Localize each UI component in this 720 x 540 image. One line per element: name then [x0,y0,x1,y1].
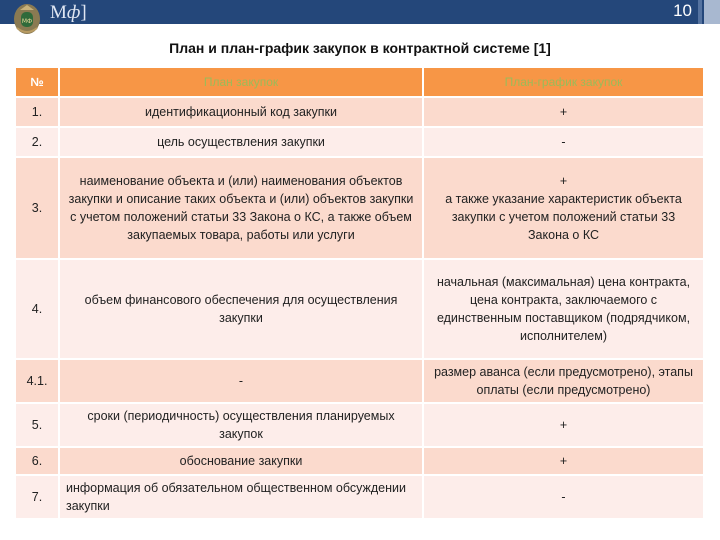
comparison-table [16,68,705,520]
schedule-cell: - [423,127,704,157]
schedule-text: а также указание характеристик объекта закупки с учетом положений статьи 33 Закона о КС [445,192,682,242]
row-number: 4.1. [16,359,59,403]
table-header-row [16,68,704,97]
brand-letter: ф [66,2,81,23]
plan-cell: наименование объекта и (или) наименования объектов закупки и описание таких объекта и (или) объектов закупки с учетом положений статьи 33 Закона о КС, а также объем закупаемых товара, работы или услуги [59,157,423,259]
column-header-schedule: План-график закупок [423,68,704,97]
table-row [16,97,704,127]
plan-cell: объем финансового обеспечения для осуществления закупки [59,259,423,359]
schedule-cell [423,157,704,259]
plan-cell: идентификационный код закупки [59,97,423,127]
plan-cell: информация об обязательном общественном обсуждении закупки [59,475,423,519]
column-header-plan: План закупок [59,68,423,97]
table-row [16,127,704,157]
table-row [16,259,704,359]
schedule-cell: размер аванса (если предусмотрено), этапы оплаты (если предусмотрено) [423,359,704,403]
plan-cell: цель осуществления закупки [59,127,423,157]
column-header-number: № [16,68,59,97]
plan-cell: - [59,359,423,403]
brand-letter: ] [80,2,87,23]
row-number: 4. [16,259,59,359]
schedule-cell: + [423,403,704,447]
schedule-cell: начальная (максимальная) цена контракта, цена контракта, заключаемого с единственным поставщиком (подрядчиком, исполнителем) [423,259,704,359]
row-number: 5. [16,403,59,447]
page-number: 10 [673,1,692,20]
bar-stripe [704,0,720,24]
page-title: План и план-график закупок в контрактной системе [1] [169,40,551,56]
row-number: 1. [16,97,59,127]
row-number: 2. [16,127,59,157]
row-number: 6. [16,447,59,475]
table-row [16,447,704,475]
table-row [16,403,704,447]
row-number: 3. [16,157,59,259]
table-row [16,157,704,259]
table-row [16,359,704,403]
svg-text:МФ: МФ [21,18,33,25]
schedule-cell: + [423,97,704,127]
brand-letter: М [50,2,67,23]
schedule-plus: + [559,174,568,188]
bar-stripe [698,0,702,24]
row-number: 7. [16,475,59,519]
brand-logo-text [50,2,87,24]
plan-cell: сроки (периодичность) осуществления планируемых закупок [59,403,423,447]
schedule-cell: + [423,447,704,475]
top-bar [0,0,720,24]
schedule-cell: - [423,475,704,519]
plan-cell: обоснование закупки [59,447,423,475]
table-row [16,475,704,519]
emblem-logo-icon [12,2,42,36]
